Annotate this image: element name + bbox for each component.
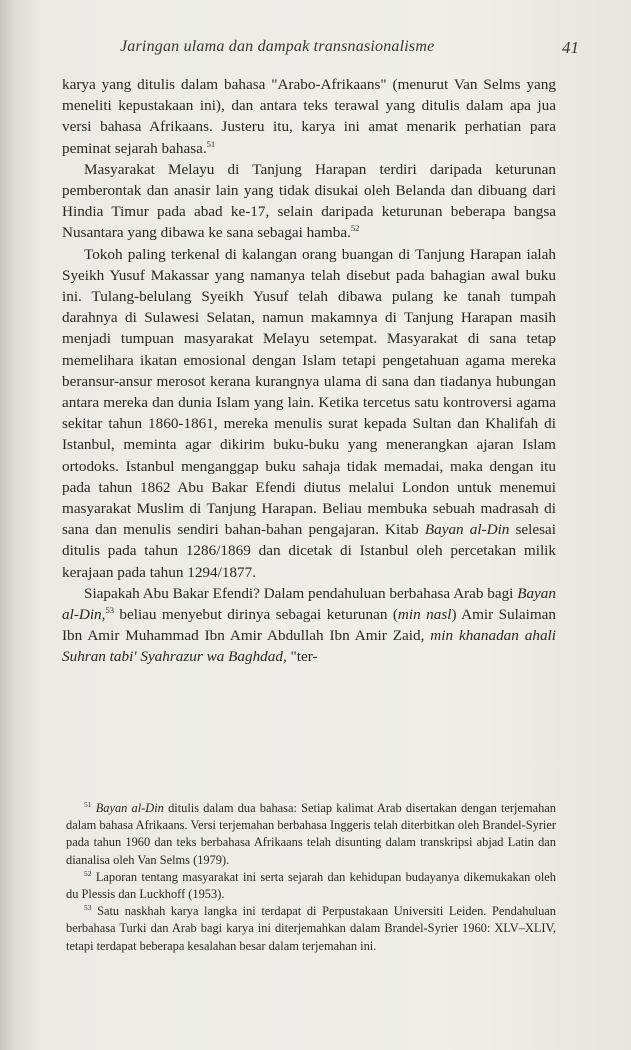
paragraph [62, 583, 556, 668]
italic-term: Bayan al-Din [95, 801, 164, 815]
text-run: Siapakah Abu Bakar Efendi? Dalam pendahuluan berbahasa Arab bagi [84, 584, 518, 602]
footnote-ref: 53 [105, 605, 114, 616]
footnote-number: 51 [84, 800, 92, 809]
footnotes [66, 800, 556, 955]
text-run: "ter- [286, 648, 318, 666]
text-run: karya yang ditulis dalam bahasa "Arabo-Afrikaans" (menurut Van Selms yang meneliti kepustakaan ini), dan antara teks terawal yang ditulis dalam apa jua versi bahasa Afrikaans. Justeru itu, karya ini amat menarik perhatian para peminat sejarah bahasa. [62, 76, 556, 157]
italic-term: Bayan al-Din [424, 521, 510, 539]
footnote-ref: 51 [206, 138, 216, 149]
italic-term: Bayan al-Din, [62, 584, 556, 624]
paragraph [62, 159, 556, 244]
main-text [62, 74, 556, 668]
footnote [66, 800, 556, 869]
footnote [66, 903, 556, 955]
text-run: Satu naskhah karya langka ini terdapat di Perpustakaan Universiti Leiden. Pendahuluan berbahasa Turki dan Arab bagi karya ini diterjemahkan dalam Brandel-Syrier 1960: XLV–XLIV, tetapi terdapat beberapa kesalahan besar dalam terjemahan ini. [66, 904, 556, 953]
page-number: 41 [562, 38, 579, 57]
text-run: Tokoh paling terkenal di kalangan orang buangan di Tanjung Harapan ialah Syeikh Yusuf Makassar yang namanya telah disebut pada bahagian awal buku ini. Tulang-belulang Syeikh Yusuf telah dibawa pulang ke tanah tumpah darahnya di Sulawesi Selatan, namun makamnya di Tanjung Harapan masih menjadi tumpuan masyarakat Melayu setempat. Masyarakat di sana tetap memelihara ikatan emosional dengan Islam tetapi pengetahuan agama mereka beransur-ansur merosot kerana kurangnya ulama di sana dan tiadanya hubungan antara mereka dan dunia Islam yang lain. Ketika tercetus satu kontroversi agama sekitar tahun 1860-1861, mereka menulis surat kepada Sultan dan Khalifah di Istanbul, meminta agar dikirim buku-buku yang menerangkan ajaran Islam ortodoks. Istanbul menganggap buku sahaja tidak memadai, maka dengan itu pada tahun 1862 Abu Bakar Efendi diutus melalui London untuk menemui masyarakat Muslim di Tanjung Harapan. Beliau membuka sebuah madrasah di sana dan menulis sendiri bahan-bahan pengajaran. Kitab [62, 245, 556, 539]
italic-term: min nasl [397, 606, 452, 624]
text-run: beliau menyebut dirinya sebagai keturunan ( [113, 606, 398, 624]
paragraph [62, 244, 556, 583]
paragraph [62, 74, 556, 159]
text-run: ) Amir Sulaiman Ibn Amir Muhammad Ibn Amir Abdullah Ibn Amir Zaid, [62, 606, 556, 645]
italic-term: min khanadan ahali Suhran tabi' Syahrazur wa Baghdad, [62, 627, 556, 666]
running-title: Jaringan ulama dan dampak transnasionalisme [120, 38, 435, 55]
footnote-number: 52 [84, 868, 92, 878]
text-run: selesai ditulis pada tahun 1286/1869 dan dicetak di Istanbul oleh percetakan milik kerajaan pada tahun 1294/1877. [62, 521, 556, 581]
footnote-ref: 52 [350, 223, 360, 234]
page-header [0, 38, 631, 62]
text-run: Masyarakat Melayu di Tanjung Harapan terdiri daripada keturunan pemberontak dan anasir lain yang tidak disukai oleh Belanda dan dibuang dari Hindia Timur pada abad ke-17, selain daripada keturunan beberapa bangsa Nusantara yang dibawa ke sana sebagai hamba. [62, 160, 556, 242]
footnote-number: 53 [84, 903, 92, 913]
text-run: Laporan tentang masyarakat ini serta sejarah dan kehidupan budayanya dikemukakan oleh du Plessis dan Luckhoff (1953). [66, 869, 556, 902]
footnote [66, 869, 556, 903]
text-run: ditulis dalam dua bahasa: Setiap kalimat Arab disertakan dengan terjemahan dalam bahasa Afrikaans. Versi terjemahan berbahasa Inggeris telah diterbitkan oleh Brandel-Syrier pada tahun 1960 dan teks berbahasa Afrikaans telah disunting dalam transkripsi abjad Latin dan dianalisa oleh Van Selms (1979). [66, 801, 556, 867]
